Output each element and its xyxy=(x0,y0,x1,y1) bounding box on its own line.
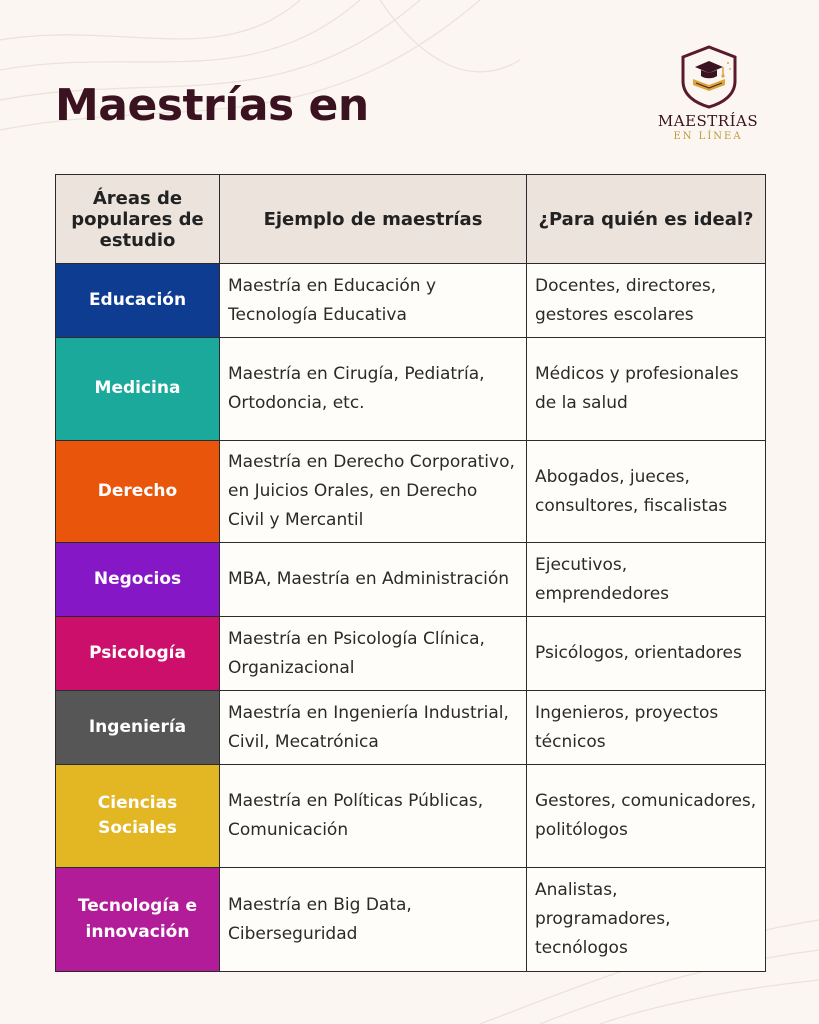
table-row xyxy=(56,691,766,765)
header-row xyxy=(56,175,766,264)
example-cell: Maestría en Ingeniería Industrial, Civil, Mecatrónica xyxy=(220,691,527,765)
header-ideal: ¿Para quién es ideal? xyxy=(527,175,766,264)
ideal-cell: Gestores, comunicadores, politólogos xyxy=(527,765,766,868)
brand-logo xyxy=(648,45,768,150)
example-cell: Maestría en Educación y Tecnología Educativa xyxy=(220,264,527,338)
table-row xyxy=(56,441,766,543)
header-area: Áreas de populares de estudio xyxy=(56,175,220,264)
ideal-cell: Ejecutivos, emprendedores xyxy=(527,543,766,617)
area-cell: Derecho xyxy=(56,441,220,543)
table-row xyxy=(56,264,766,338)
example-cell: MBA, Maestría en Administración xyxy=(220,543,527,617)
table-row xyxy=(56,617,766,691)
logo-name: MAESTRÍAS xyxy=(657,112,759,130)
area-cell: Ciencias Sociales xyxy=(56,765,220,868)
ideal-cell: Analistas, programadores, tecnólogos xyxy=(527,868,766,972)
area-cell: Ingeniería xyxy=(56,691,220,765)
example-cell: Maestría en Big Data, Ciberseguridad xyxy=(220,868,527,972)
example-cell: Maestría en Políticas Públicas, Comunicación xyxy=(220,765,527,868)
area-cell: Medicina xyxy=(56,338,220,441)
example-cell: Maestría en Derecho Corporativo, en Juicios Orales, en Derecho Civil y Mercantil xyxy=(220,441,527,543)
ideal-cell: Ingenieros, proyectos técnicos xyxy=(527,691,766,765)
graduation-shield-icon xyxy=(681,45,737,109)
area-cell: Psicología xyxy=(56,617,220,691)
table-row xyxy=(56,765,766,868)
ideal-cell: Docentes, directores, gestores escolares xyxy=(527,264,766,338)
ideal-cell: Psicólogos, orientadores xyxy=(527,617,766,691)
table-row xyxy=(56,868,766,972)
table-row xyxy=(56,543,766,617)
logo-subtitle: EN LÍNEA xyxy=(673,131,743,142)
example-cell: Maestría en Psicología Clínica, Organizacional xyxy=(220,617,527,691)
masters-table xyxy=(55,174,766,972)
ideal-cell: Abogados, jueces, consultores, fiscalistas xyxy=(527,441,766,543)
page-title: Maestrías en xyxy=(55,80,369,131)
ideal-cell: Médicos y profesionales de la salud xyxy=(527,338,766,441)
area-cell: Tecnología e innovación xyxy=(56,868,220,972)
table-row xyxy=(56,338,766,441)
header-example: Ejemplo de maestrías xyxy=(220,175,527,264)
example-cell: Maestría en Cirugía, Pediatría, Ortodoncia, etc. xyxy=(220,338,527,441)
area-cell: Negocios xyxy=(56,543,220,617)
area-cell: Educación xyxy=(56,264,220,338)
